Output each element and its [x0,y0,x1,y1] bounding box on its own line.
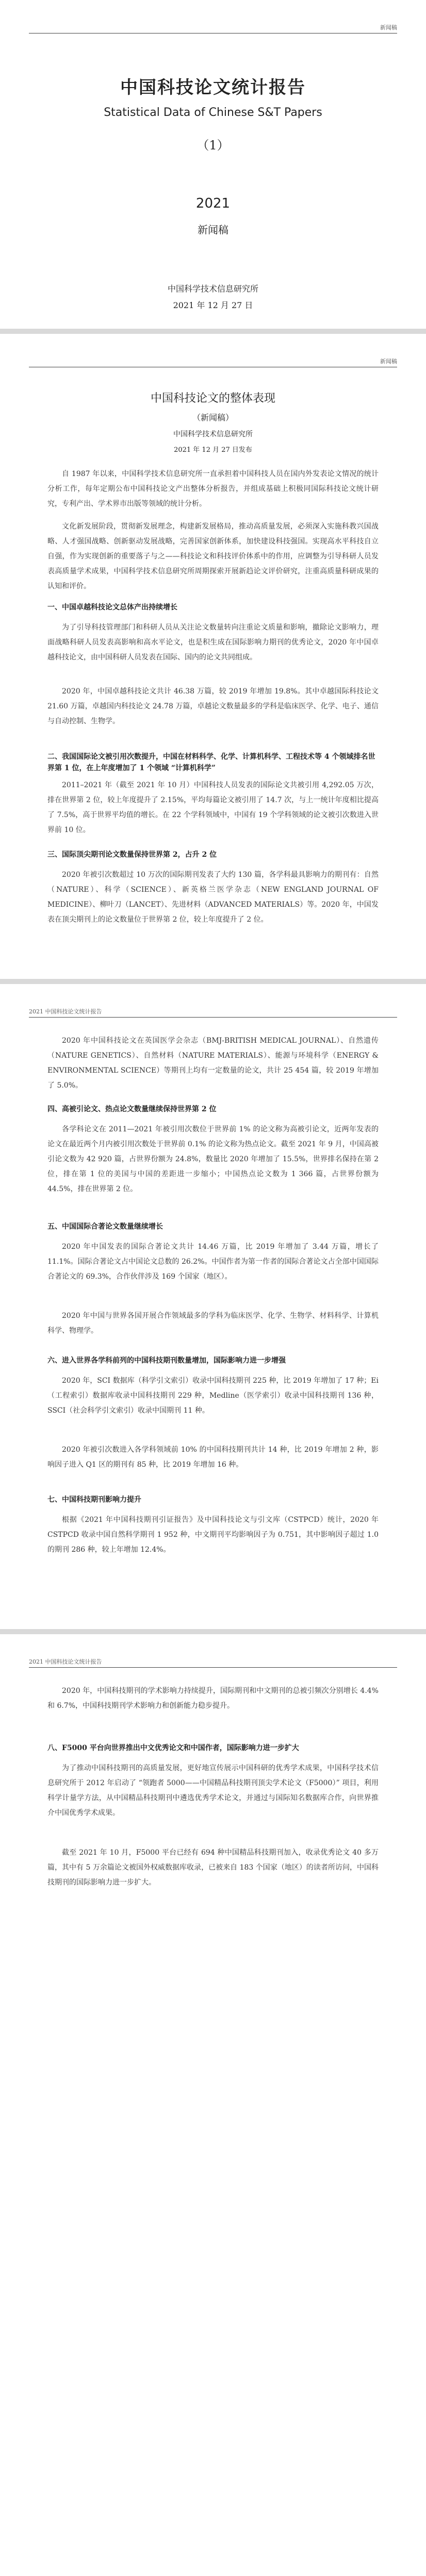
cover-volume: （1） [196,138,230,152]
page-header [29,357,397,367]
section-7-heading: 七、中国科技期刊影响力提升 [47,1496,141,1504]
cover-title-en: Statistical Data of Chinese S&T Papers [104,106,322,119]
section-5-heading: 五、中国国际合著论文数量继续增长 [47,1223,163,1231]
section-5-paragraph-1: 2020 年中国发表的国际合著论文共计 14.46 万篇，比 2019 年增加了 3.44 万篇，增长了 11.1%。国际合著论文占中国论文总数的 26.2%。中国作者为第一作者的国际合著论文占全部中国国际合著论文的 69.3%，合作伙伴涉及 169 个国家（地区）。 [47,1243,379,1281]
article-subtitle: （新闻稿） [192,413,234,422]
page-header [29,23,397,33]
header-label: 2021 中国科技论文统计报告 [29,1008,102,1015]
cover-date: 2021 年 12 月 27 日 [173,300,253,310]
report-page-2 [0,334,426,979]
header-label: 新闻稿 [380,24,397,31]
section-7-paragraph-1: 根据《2021 年中国科技期刊引证报告》及中国科技论文与引文库（CSTPCD）统计，2020 年 CSTPCD 收录中国自然科学期刊 1 952 种，中文期刊平均影响因子为 0.751，其中影响因子超过 1.0 的期刊 286 种，较上年增加 12.4%。 [47,1516,379,1554]
cover-page [0,0,426,329]
report-page-4 [0,1634,426,2576]
intro-paragraph-2: 文化新发展阶段，贯彻新发展理念，构建新发展格局，推动高质量发展，必须深入实施科教兴国战略、人才强国战略、创新驱动发展战略，完善国家创新体系，加快建设科技强国。实现高水平科技自立自强，作为实现创新的重要落子与之——科技论文和科技评价体系中的作用，应调整为引导科研人员发表高质量学术成果，中国科学技术信息研究所周期探索开展新趋论文评价研究，注重高质量科研成果的认知和评价。 [47,522,379,590]
section-8-paragraph-2: 截至 2021 年 10 月，F5000 平台已经有 694 种中国精品科技期刊加入，收录优秀论文 40 多万篇，其中有 5 万余篇论文被国外权威数据库收录，已被来自 183 个国家（地区）的读者所访问，中国科技期刊的国际影响力进一步扩大。 [47,1849,379,1887]
cover-institute: 中国科学技术信息研究所 [167,284,258,294]
section-1-paragraph-1: 为了引导科技管理部门和科研人员从关注论文数量转向注重论文质量和影响，撤除论文影响力，理面战略科研人员发表高影响和高水平论文，也是积生成在国际影响力期刊的优秀论文，2020 年中国卓越科技论文，由中国科研人员发表在国际、国内的论文共同组成。 [47,623,379,662]
cover-year: 2021 [195,196,231,211]
header-label: 新闻稿 [380,358,397,365]
section-3-paragraph-2: 2020 年中国科技论文在英国医学会杂志（BMJ-BRITISH MEDICAL JOURNAL）、自然遗传（NATURE GENETICS）、自然材料（NATURE MATERIALS）、能源与环境科学（ENERGY & ENVIRONMENTAL SCIENCE）等期刊上均有一定数量的论文，共计 25 454 篇，较 2019 年增加了 5.0%。 [47,1037,379,1090]
section-6-paragraph-2: 2020 年被引次数进入各学科领域前 10% 的中国科技期刊共计 14 种，比 2019 年增加 2 种，影响因子进入 Q1 区的期刊有 85 种，比 2019 年增加 16 种。 [47,1446,379,1469]
intro-paragraph-1: 自 1987 年以来，中国科学技术信息研究所一直承担着中国科技人员在国内外发表论文情况的统计分析工作，每年定期公布中国科技论文产出整体分析报告，并组成基础上积极同国际科技论文统计研究，专利产出、学术界市出版等领域的统计分析。 [47,470,379,508]
header-label: 2021 中国科技论文统计报告 [29,1658,102,1665]
report-page-3 [0,984,426,1629]
cover-subtitle: 新闻稿 [198,224,228,236]
article-author: 中国科学技术信息研究所 [173,430,253,438]
section-6-heading: 六、进入世界各学科前列的中国科技期刊数量增加，国际影响力进一步增强 [47,1357,286,1365]
cover-title: 中国科技论文统计报告 [120,77,306,98]
section-8-paragraph-1: 为了推动中国科技期刊的高质量发展，更好地宣传展示中国科研的优秀学术成果，中国科学技术信息研究所于 2012 年启动了 “领跑者 5000——中国精品科技期刊顶尖学术论文（F5000）” 项目，利用科学计量学方法，从中国精品科技期刊中遴选优秀学术论文，并通过与国际知名数据库合作，向世界推介中国优秀学术成果。 [47,1764,379,1817]
section-8-heading: 八、F5000 平台向世界推出中文优秀论文和中国作者，国际影响力进一步扩大 [47,1744,299,1752]
page-header [29,1657,397,1668]
section-7-paragraph-2: 2020 年，中国科技期刊的学术影响力持续提升，国际期刊和中文期刊的总被引频次分别增长 4.4% 和 6.7%，中国科技期刊学术影响力和创新能力稳步提升。 [47,1687,379,1710]
article-date: 2021 年 12 月 27 日发布 [174,446,252,454]
section-3-paragraph-1: 2020 年被引次数超过 10 万次的国际期刊发表了大约 130 篇，各学科最具影响力的期刊有：自然（NATURE）、科学（SCIENCE）、新英格兰医学杂志（NEW ENGLAND JOURNAL OF MEDICINE）、柳叶刀（LANCET）、先进材料（ADVANCED MATERIALS）等。2020 年，中国发表在顶尖期刊上的论文数量位于世界第 2 位，较上年度提升了 2 位。 [47,871,379,924]
section-4-heading: 四、高被引论文、热点论文数量继续保持世界第 2 位 [47,1105,217,1113]
page-header [29,1007,397,1018]
section-1-heading: 一、中国卓越科技论文总体产出持续增长 [47,603,177,612]
article-title: 中国科技论文的整体表现 [150,392,275,405]
section-6-paragraph-1: 2020 年，SCI 数据库（科学引文索引）收录中国科技期刊 225 种，比 2019 年增加了 17 种；Ei（工程索引）数据库收录中国科技期刊 229 种，Medline（医学索引）收录中国科技期刊 136 种，SSCI（社会科学引文索引）收录中国期刊 11 种。 [47,1377,379,1415]
section-2-paragraph-1: 2011–2021 年（截至 2021 年 10 月）中国科技人员发表的国际论文共被引用 4,292.05 万次，排在世界第 2 位，较上年度提升了 2.15%，平均每篇论文被引用了 14.7 次，与上一统计年度相比提高了 7.5%，高于世界平均值的增长。在 22 个学科领域中，中国有 19 个学科领域的论文被引次数进入世界前 10 位。 [47,781,379,834]
section-5-paragraph-2: 2020 年中国与世界各国开展合作领域最多的学科为临床医学、化学、生物学、材料科学、计算机科学、物理学。 [47,1312,379,1335]
section-3-heading: 三、国际顶尖期刊论文数量保持世界第 2，占升 2 位 [47,851,217,859]
section-4-paragraph-1: 各学科论文在 2011—2021 年被引用次数位于世界前 1% 的论文称为高被引论文，近两年发表的论文在最近两个月内被引用次数处于世界前 0.1% 的论文称为热点论文。截至 2021 年 9 月，中国高被引论文数为 42 920 篇，占世界份额为 24.8%，数量比 2020 年增加了 15.5%，世界排名保持在第 2 位，排在第 1 位的美国与中国的差距进一步缩小；中国热点论文数为 1 366 篇，占世界份额为 44.5%，排在世界第 2 位。 [47,1125,379,1193]
section-1-paragraph-2: 2020 年，中国卓越科技论文共计 46.38 万篇，较 2019 年增加 19.8%。其中卓越国际科技论文 21.60 万篇，卓越国内科技论文 24.78 万篇，卓越论文数量最多的学科是临床医学、化学、电子、通信与自动控制、生物学。 [47,687,379,725]
section-2-heading: 二、我国国际论文被引用次数提升，中国在材料科学、化学、计算机科学、工程技术等 4 个领域排名世界第 1 位，在上年度增加了 1 个领域 “计算机科学” [47,753,375,772]
